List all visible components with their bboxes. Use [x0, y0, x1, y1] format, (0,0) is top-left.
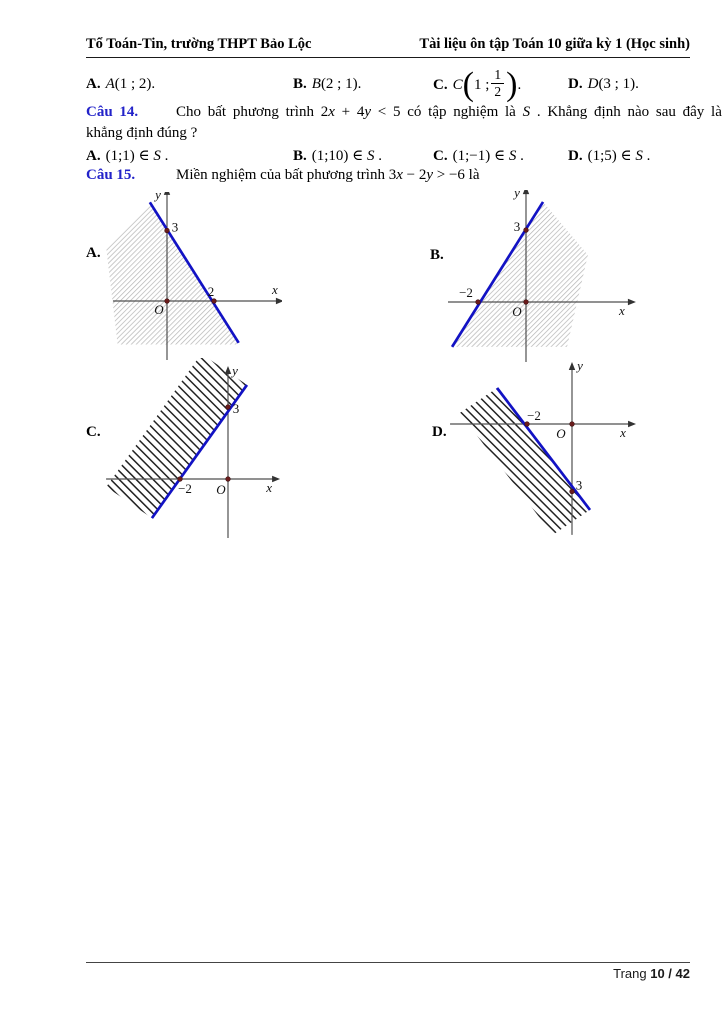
fraction: $\frac{1}{2}$: [491, 68, 504, 99]
svg-text:3: 3: [232, 401, 240, 416]
svg-text:3: 3: [575, 477, 583, 493]
graph-d: [435, 362, 668, 552]
close-paren: ): [506, 65, 518, 103]
previous-question-options: [86, 62, 690, 106]
svg-text:x: x: [620, 425, 626, 440]
question-15-number: Câu 15.: [86, 167, 136, 183]
svg-text:y: y: [514, 190, 520, 201]
page-header: [86, 36, 690, 58]
option-b: B. (1;10) ∈ S .: [293, 148, 383, 164]
graph-c-label: C.: [86, 424, 101, 440]
option-a: A. (1;1) ∈ S .: [86, 148, 169, 164]
svg-text:y: y: [577, 362, 583, 373]
question-15-line: Câu 15. Miền nghiệm của bất phương trình 3x − 2y > −6 là: [86, 167, 480, 183]
svg-text:O: O: [216, 482, 226, 497]
svg-text:O: O: [154, 302, 164, 317]
graph-b-label: B.: [430, 247, 444, 263]
question-14-line2: khẳng định đúng ?: [86, 125, 198, 141]
graph-b: [440, 190, 663, 369]
svg-text:−2: −2: [459, 285, 473, 300]
option-c: C. (1;−1) ∈ S .: [433, 148, 524, 164]
svg-text:O: O: [556, 426, 566, 441]
graphs-row-2: [86, 358, 690, 550]
svg-text:y: y: [155, 192, 161, 202]
question-14-number: Câu 14.: [86, 104, 139, 120]
header-left: Tổ Toán-Tin, trường THPT Bảo Lộc: [86, 36, 312, 52]
option-c: C. C(1 ; $\frac{1}{2}$ ).: [433, 65, 522, 103]
svg-text:3: 3: [171, 219, 179, 235]
graph-d-label: D.: [432, 424, 447, 440]
open-paren: (: [462, 65, 474, 103]
svg-text:−2: −2: [178, 481, 192, 496]
svg-text:3: 3: [513, 219, 521, 234]
option-d: D. (1;5) ∈ S .: [568, 148, 651, 164]
option-a: A. A(1 ; 2).: [86, 76, 156, 92]
question-14-line1: Câu 14. Cho bất phương trình 2x + 4y < 5 có tập nghiệm là S . Khẳng định nào sau đây là: [86, 104, 722, 120]
footer-divider: [86, 962, 690, 963]
svg-text:O: O: [512, 304, 522, 319]
svg-text:y: y: [232, 362, 238, 378]
svg-text:x: x: [272, 282, 278, 297]
option-b: B. B(2 ; 1).: [293, 76, 362, 92]
header-right: Tài liệu ôn tập Toán 10 giữa kỳ 1 (Học sinh): [419, 36, 690, 52]
graph-c: [90, 358, 285, 553]
graph-a-label: A.: [86, 245, 101, 261]
page-number: Trang 10 / 42: [613, 966, 690, 981]
graph-a: [95, 192, 282, 372]
graphs-row-1: [86, 190, 690, 368]
svg-text:x: x: [619, 303, 625, 318]
svg-text:−2: −2: [527, 408, 541, 423]
option-d: D. D(3 ; 1).: [568, 76, 639, 92]
svg-text:x: x: [266, 480, 272, 495]
question-14-options: [86, 146, 690, 168]
svg-text:2: 2: [207, 284, 215, 299]
